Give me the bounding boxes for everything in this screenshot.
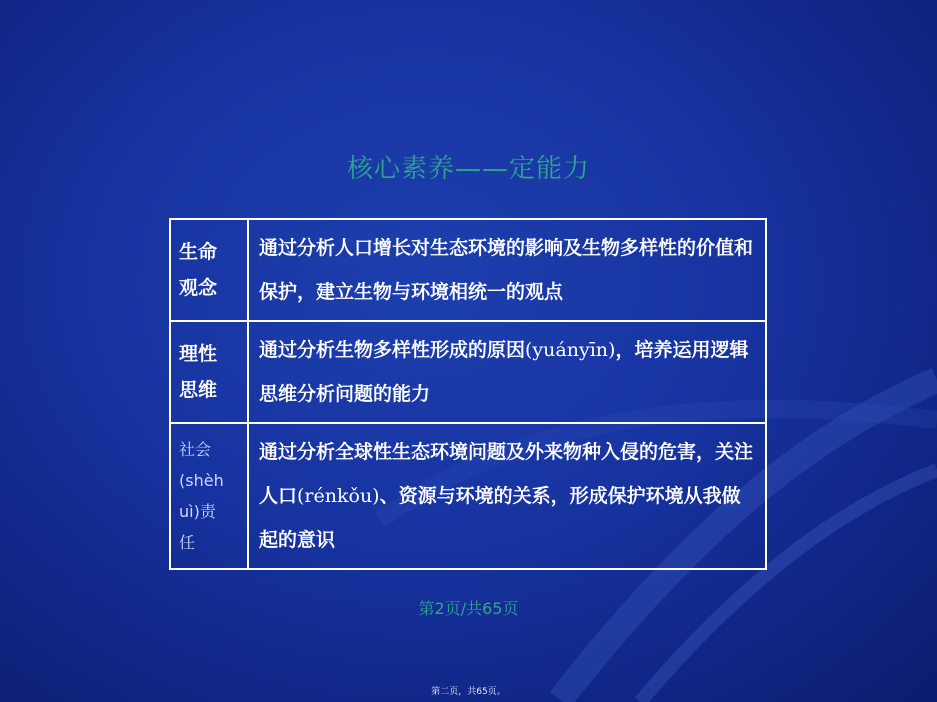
label-line: 任 (179, 533, 196, 552)
description-text: 通过分析全球性生态环境问题及外来物种入侵的危害，关注人口 (259, 441, 754, 507)
footer-text: 第二页，共65页。 (431, 687, 506, 697)
row-description: 通过分析人口增长对生态环境的影响及生物多样性的价值和保护，建立生物与环境相统一的观点 (248, 219, 766, 321)
slide-title: 核心素养——定能力 (346, 154, 590, 184)
label-line: 思维 (179, 379, 218, 401)
table-row (170, 321, 766, 423)
row-description (248, 321, 766, 423)
pinyin-annotation: (yuányīn) (525, 339, 616, 361)
row-label-social-responsibility (170, 423, 248, 569)
table-row (170, 423, 766, 569)
label-line: 生命 (179, 241, 218, 263)
page-indicator: 第2页/共65页 (418, 599, 519, 618)
row-description (248, 423, 766, 569)
description-text: 、资源与环境的关系，形成保护环境从我做起的意识 (259, 485, 741, 551)
pinyin-annotation: (rénkǒu) (297, 485, 380, 507)
label-line: 观念 (179, 277, 218, 299)
label-line: uì)责 (179, 502, 216, 521)
description-text: ，培养运用逻辑思维分析问题的能力 (259, 339, 749, 405)
label-line: (shèh (179, 471, 224, 490)
row-label-rational-thinking (170, 321, 248, 423)
core-literacy-table (169, 218, 767, 570)
description-text: 通过分析生物多样性形成的原因 (259, 339, 526, 361)
table-row (170, 219, 766, 321)
label-line: 社会 (179, 440, 212, 459)
label-line: 理性 (179, 343, 218, 365)
row-label-life-concept (170, 219, 248, 321)
